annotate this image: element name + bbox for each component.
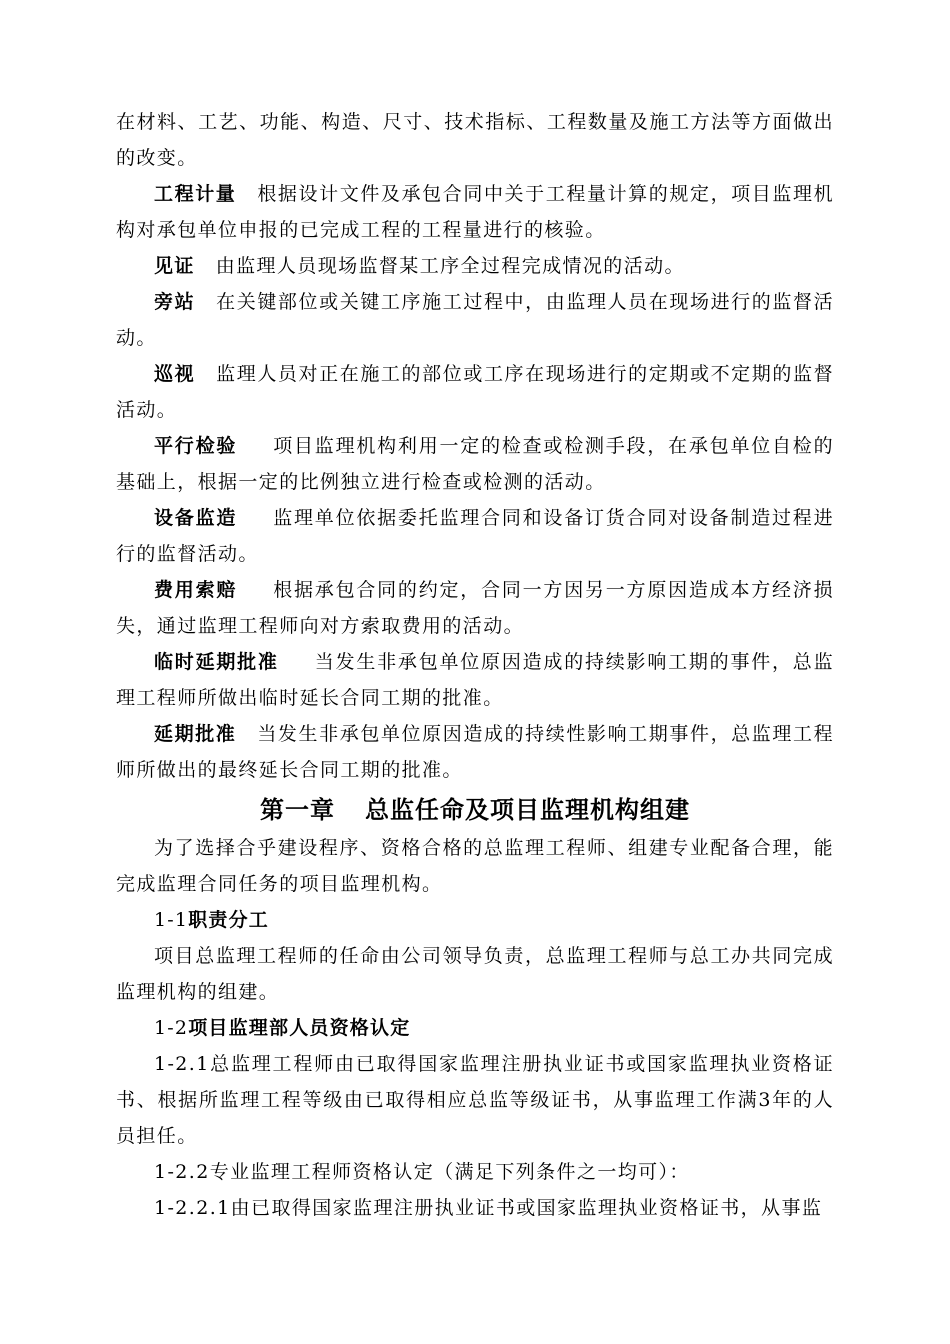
definition-paragraph: [116, 716, 834, 788]
chapter-intro: 为了选择合乎建设程序、资格合格的总监理工程师、组建专业配备合理，能完成监理合同任务的项目监理机构。: [116, 837, 834, 895]
definition-text: 当发生非承包单位原因造成的持续影响工期的事件，总监理工程师所做出临时延长合同工期的批准。: [116, 651, 834, 709]
definition-paragraph: [116, 284, 834, 356]
definition-term: 工程计量: [154, 183, 237, 205]
definition-paragraph: [116, 428, 834, 500]
definition-text: 项目监理机构利用一定的检查或检测手段，在承包单位自检的基础上，根据一定的比例独立进行检查或检测的活动。: [116, 435, 834, 493]
definition-text: 根据承包合同的约定，合同一方因另一方原因造成本方经济损失，通过监理工程师向对方索取费用的活动。: [116, 579, 834, 637]
definition-paragraph: [116, 248, 834, 284]
definition-text: 监理单位依据委托监理合同和设备订货合同对设备制造过程进行的监督活动。: [116, 507, 834, 565]
subsection-text: 1-2.1总监理工程师由已取得国家监理注册执业证书或国家监理执业资格证书、根据所监理工程等级由已取得相应总监等级证书，从事监理工作满3年的人员担任。: [116, 1053, 834, 1147]
definition-term: 平行检验: [154, 435, 238, 457]
definition-text: 监理人员对正在施工的部位或工序在现场进行的定期或不定期的监督活动。: [116, 363, 834, 421]
definition-term: 延期批准: [154, 723, 237, 745]
definition-term: 巡视: [154, 363, 196, 385]
definition-term: 旁站: [154, 291, 196, 313]
chapter-number: 第一章: [260, 796, 335, 824]
definition-paragraph: [116, 500, 834, 572]
subsection-text: 1-2.2.1由已取得国家监理注册执业证书或国家监理执业资格证书，从事监: [154, 1197, 823, 1219]
subsection-text: 1-2.2专业监理工程师资格认定（满足下列条件之一均可）：: [154, 1161, 690, 1183]
definition-paragraph: [116, 356, 834, 428]
section-heading: [116, 902, 834, 938]
definition-term: 设备监造: [154, 507, 238, 529]
definition-text: 当发生非承包单位原因造成的持续性影响工期事件，总监理工程师所做出的最终延长合同工期的批准。: [116, 723, 834, 781]
paragraph-continuation: 在材料、工艺、功能、构造、尺寸、技术指标、工程数量及施工方法等方面做出的改变。: [116, 111, 834, 169]
definition-paragraph: [116, 572, 834, 644]
chapter-title: 总监任命及项目监理机构组建: [365, 796, 690, 824]
section-text: 项目总监理工程师的任命由公司领导负责，总监理工程师与总工办共同完成监理机构的组建。: [116, 945, 834, 1003]
definition-paragraph: [116, 644, 834, 716]
definition-term: 见证: [154, 255, 195, 277]
section-number: 1-2: [154, 1017, 189, 1039]
definition-text: 根据设计文件及承包合同中关于工程量计算的规定，项目监理机构对承包单位申报的已完成工程的工程量进行的核验。: [116, 183, 834, 241]
section-number: 1-1: [154, 909, 189, 931]
section-title: 项目监理部人员资格认定: [188, 1017, 411, 1039]
section-heading: [116, 1010, 834, 1046]
definition-paragraph: [116, 176, 834, 248]
definition-term: 费用索赔: [154, 579, 238, 601]
definition-text: 由监理人员现场监督某工序全过程完成情况的活动。: [215, 255, 685, 277]
chapter-heading: [116, 790, 834, 830]
definition-term: 临时延期批准: [154, 651, 279, 673]
definition-text: 在关键部位或关键工序施工过程中，由监理人员在现场进行的监督活动。: [116, 291, 834, 349]
section-title: 职责分工: [188, 909, 270, 931]
